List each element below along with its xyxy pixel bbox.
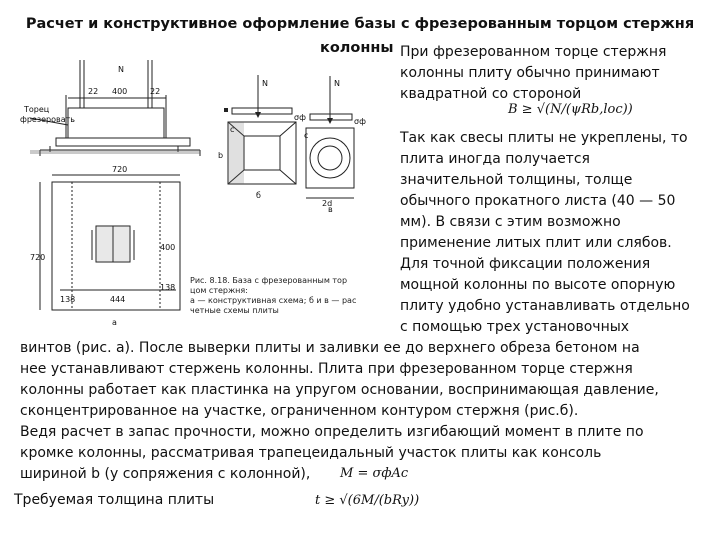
dim-444: 444 (110, 295, 126, 304)
right-text-line: мощной колонны по высоте опорную (400, 277, 676, 293)
right-text-line: При фрезерованном торце стержня (400, 44, 667, 60)
right-text-line: с помощью трех установочных (400, 319, 630, 335)
label-torec: Торец (24, 105, 50, 114)
figure-caption (190, 276, 356, 316)
right-text-line: значительной толщины, толще (400, 172, 633, 188)
calc-scheme-v-circle (310, 138, 350, 178)
dim-22-left: 22 (88, 87, 99, 96)
dim-720-vertical: 720 (30, 253, 46, 262)
right-text-line: Так как свесы плиты не укреплены, то (400, 130, 688, 146)
label-c: c (230, 125, 235, 134)
dim-138: 138 (60, 295, 76, 304)
label-c-v: c (304, 131, 309, 140)
label-sigma-v: σф (354, 117, 366, 126)
right-text-line: мм). В связи с этим возможно (400, 214, 621, 230)
label-a: а (112, 318, 117, 327)
formula-thickness: t ≥ √(6M/(bRy)) (315, 493, 420, 508)
dim-400-top: 400 (112, 87, 128, 96)
caption-line-4: четные схемы плиты (190, 306, 279, 315)
formula-side: B ≥ √(N/(ψRb,loc)) (508, 102, 633, 117)
body-text-last-line: Требуемая толщина плиты (14, 492, 215, 508)
body-text-line: кромке колонны, рассматривая трапецеидальный участок плиты как консоль (20, 445, 602, 461)
body-text-line: нее устанавливают стержень колонны. Плита при фрезерованном торце стержня (20, 361, 633, 377)
label-frezerovat: фрезеровать (20, 115, 75, 124)
body-text-line: сконцентрированное на участке, ограниченном контуром стержня (рис.б). (20, 403, 579, 419)
label-N-v: N (334, 79, 340, 88)
title-line-1: Расчет и конструктивное оформление базы с фрезерованным торцом стержня (25, 16, 695, 32)
caption-line-1: Рис. 8.18. База с фрезерованным тор (190, 276, 348, 285)
dim-400-vertical: 400 (160, 243, 176, 252)
calc-scheme-b-inner (244, 136, 280, 170)
base-plate (56, 138, 190, 146)
right-text-line: плиту удобно устанавливать отдельно (400, 298, 690, 314)
caption-line-3: а — конструктивная схема; б и в — рас (190, 296, 357, 305)
right-text-line: колонны плиту обычно принимают (400, 65, 660, 81)
right-text-line: применение литых плит или слябов. (400, 235, 672, 251)
formula-moment: M = σфAc (340, 466, 409, 481)
right-text-line: квадратной со стороной (400, 86, 582, 102)
dim-720: 720 (112, 165, 128, 174)
right-text-line: обычного прокатного листа (40 — 50 (400, 193, 676, 209)
label-v: в (328, 205, 333, 214)
title-line-2: колонны (320, 40, 394, 56)
caption-line-2: цом стержня: (190, 286, 248, 295)
right-text-line: плита иногда получается (400, 151, 590, 167)
dim-138-vertical: 138 (160, 283, 176, 292)
body-text-line: шириной b (у сопряжения с колонной), (20, 466, 311, 482)
label-N-a: N (118, 65, 124, 74)
label-sigma-b: σф (294, 113, 306, 122)
column-base-elevation (68, 108, 164, 138)
calc-scheme-v (306, 128, 354, 188)
right-text-line: Для точной фиксации положения (400, 256, 651, 272)
body-text-line: колонны работает как пластинка на упругом основании, воспринимающая давление, (20, 382, 659, 398)
body-text-line: винтов (рис. а). После выверки плиты и заливки ее до верхнего обреза бетоном на (20, 340, 640, 356)
label-2d: 2d (322, 199, 333, 208)
body-text-line: Ведя расчет в запас прочности, можно определить изгибающий момент в плите по (20, 424, 644, 440)
label-N-b: N (262, 79, 268, 88)
dim-22-right: 22 (150, 87, 161, 96)
label-b: б (256, 191, 261, 200)
label-b-dim: b (218, 151, 224, 160)
